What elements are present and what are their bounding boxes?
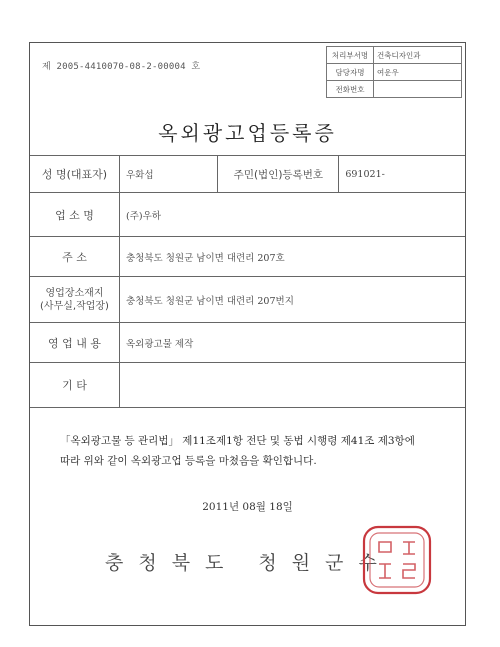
official-seal-stamp	[357, 520, 437, 600]
issuer-province: 충청북도	[105, 552, 239, 574]
table-row	[30, 156, 465, 193]
statement-line-1: 「옥외광고물 등 관리법」 제11조제1항 전단 및 동법 시행령 제41조 제3항에	[60, 435, 415, 447]
other-label: 기 타	[30, 363, 120, 408]
business-name-label: 업 소 명	[30, 193, 120, 237]
department-box	[326, 46, 462, 98]
reg-number-value: 691021-	[339, 156, 465, 193]
registration-table	[30, 155, 465, 408]
officer-value: 여운우	[374, 64, 462, 81]
table-row	[30, 277, 465, 323]
office-location-label	[30, 277, 120, 323]
dept-label: 처리부서명	[327, 47, 374, 64]
address-label: 주 소	[30, 237, 120, 277]
table-row	[30, 237, 465, 277]
dept-value: 건축디자인과	[374, 47, 462, 64]
office-location-value: 충청북도 청원군 남이면 대련리 207번지	[120, 277, 466, 323]
table-row	[30, 323, 465, 363]
officer-label: 담당자명	[327, 64, 374, 81]
phone-label: 전화번호	[327, 81, 374, 98]
issuer-name	[105, 548, 392, 575]
issuer-county: 청원군수	[258, 552, 392, 574]
name-value: 우화섭	[120, 156, 218, 193]
phone-value	[374, 81, 462, 98]
page-title: 옥외광고업등록증	[158, 121, 337, 145]
statement-line-2: 따라 위와 같이 옥외광고업 등록을 마쳤음을 확인합니다.	[60, 455, 317, 467]
confirmation-statement	[60, 431, 460, 471]
office-label-line-1: 영업장소재지	[45, 287, 104, 299]
office-label-line-2: (사무실,작업장)	[40, 300, 109, 312]
business-content-value: 옥외광고물 제작	[120, 323, 466, 363]
business-content-label: 영 업 내 용	[30, 323, 120, 363]
other-value	[120, 363, 466, 408]
table-row	[30, 363, 465, 408]
business-name-value: (주)우하	[120, 193, 466, 237]
document-number: 제 2005-4410070-08-2-00004 호	[42, 62, 201, 72]
reg-number-label: 주민(법인)등록번호	[218, 156, 339, 193]
address-value: 충청북도 청원군 남이면 대련리 207호	[120, 237, 466, 277]
certificate-page	[29, 42, 466, 626]
issue-date: 2011년 08월 18일	[202, 501, 293, 513]
name-label: 성 명(대표자)	[30, 156, 120, 193]
table-row	[30, 193, 465, 237]
